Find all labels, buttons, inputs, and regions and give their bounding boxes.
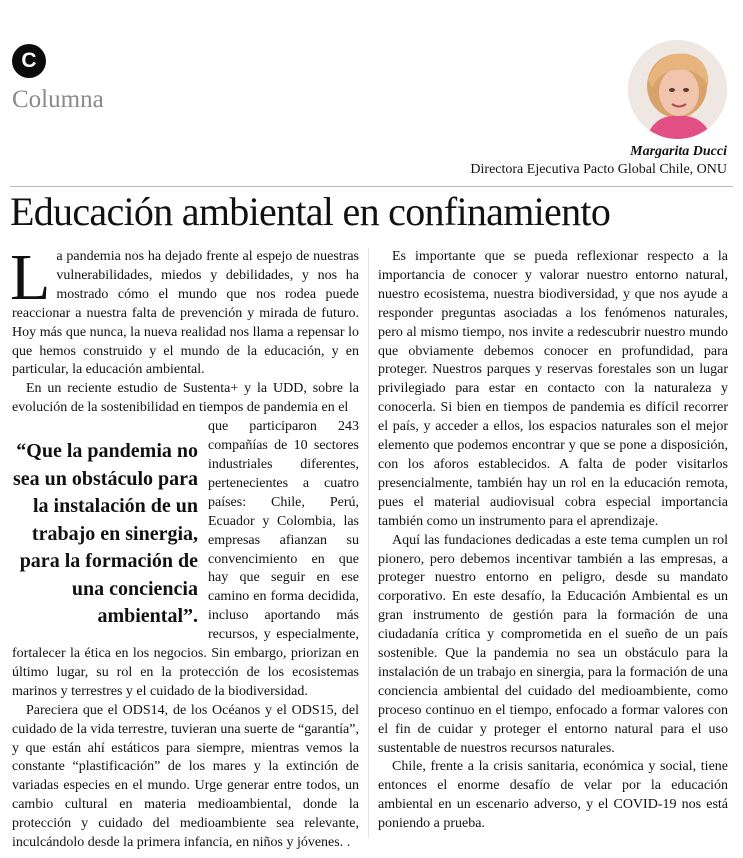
paragraph-3: Pareciera que el ODS14, de los Océanos y el ODS15, del cuidado de la vida terrestre, tuvieran una suerte de “garantía”, y que están ahí estáticos para siempre, mientras vemos la constante “plastificación” de los mares y la extinción de variadas especies en el mundo. Urge generar entre todos, un cambio cultural en materia medioambiental, donde la protección y cuidado del medioambiente sea relevante, inculcándolo desde la primera infancia, en niños y jóvenes. . bbox=[12, 702, 359, 851]
column-badge-icon: C bbox=[12, 44, 46, 78]
paragraph-1: a pandemia nos ha dejado frente al espejo de nuestras vulnerabilidades, miedos y debilidades, y nos ha mostrado cómo el mundo que nos rodea puede reaccionar a nuestra falta de prevención y mirada de futuro. Hoy más que nunca, la nueva realidad nos llama a repensar lo que hemos construido y el mundo de la educación, y en particular, la educación ambiental. bbox=[12, 249, 359, 378]
pull-quote: “Que la pandemia no sea un obstáculo para la instalación de un trabajo en sinergia, para la formación de una conciencia ambiental”. bbox=[12, 440, 198, 628]
author-name: Margarita Ducci bbox=[630, 144, 727, 159]
headline-divider bbox=[10, 186, 733, 187]
paragraph-6: Chile, frente a la crisis sanitaria, económica y social, tiene entonces el enorme desafío de velar por la educación ambiental en un escenario adverso, y el COVID-19 nos está poniendo a prueba. bbox=[378, 759, 728, 832]
article-column-right bbox=[378, 248, 728, 834]
drop-cap: L bbox=[10, 241, 51, 314]
article-headline: Educación ambiental en confinamiento bbox=[10, 189, 611, 234]
author-portrait-icon bbox=[628, 40, 727, 139]
column-divider bbox=[368, 248, 369, 838]
section-label: Columna bbox=[12, 86, 104, 113]
author-role: Directora Ejecutiva Pacto Global Chile, ONU bbox=[470, 162, 727, 177]
author-photo bbox=[628, 40, 727, 139]
article-column-left bbox=[10, 241, 359, 853]
paragraph-2-lead: En un reciente estudio de Sustenta+ y la UDD, sobre la evolución de la sostenibilidad en tiempos de pandemia en el bbox=[12, 381, 359, 416]
paragraph-4: Es importante que se pueda reflexionar respecto a la importancia de conocer y valorar nuestro entorno natural, nuestro ecosistema, nuestra biodiversidad, y que nos ayude a responder preguntas asociadas a los fenómenos naturales, pero al mismo tiempo, nos invite a redescubrir nuestro mundo que obviamente debemos conocer en profundidad, para proteger. Nuestros parques y reservas forestales son un lugar privilegiado para estar en contacto con la naturaleza y conocerla. Si bien en tiempos de pandemia es difícil recorrer el país, y acceder a ellos, los espacios naturales son el mejor elemento que podemos encontrar y que se pone a disposición, con los aforos establecidos. A falta de poder visitarlos presencialmente, también hay un rol en la educación remota, pues el material audiovisual cobra especial importancia también como un instrumento para el aprendizaje. bbox=[378, 249, 728, 529]
paragraph-2-rest: que participaron 243 compañías de 10 sectores industriales diferentes, pertenecientes a cuatro países: Chile, Perú, Ecuador y Colombia, las empresas afianzan su convencimiento en que hay que seguir en ese camino en forma decidida, incluso aportando más recursos, y especialmente, fortalecer la ética en los negocios. Sin embargo, priorizan en último lugar, su rol en la protección de los ecosistemas marinos y terrestres y el cuidado de la biodiversidad. bbox=[12, 419, 359, 699]
paragraph-5: Aquí las fundaciones dedicadas a este tema cumplen un rol pionero, pero debemos incentivar también a las empresas, a proteger nuestro entorno en peligro, desde su mandato corporativo. En este desafío, la Educación Ambiental es un gran instrumento de gestión para la formación de una ciudadanía crítica y comprometida en el sueño de un país sostenible. Que la pandemia no sea un obstáculo para la instalación de un trabajo en sinergia, para la formación de una conciencia ambiental del cuidado del medioambiente, como proceso continuo en el tiempo, enfocado a formar valores con el fin de cuidar y proteger el entorno natural para el uso sustentable de nuestros recursos naturales. bbox=[378, 532, 728, 756]
